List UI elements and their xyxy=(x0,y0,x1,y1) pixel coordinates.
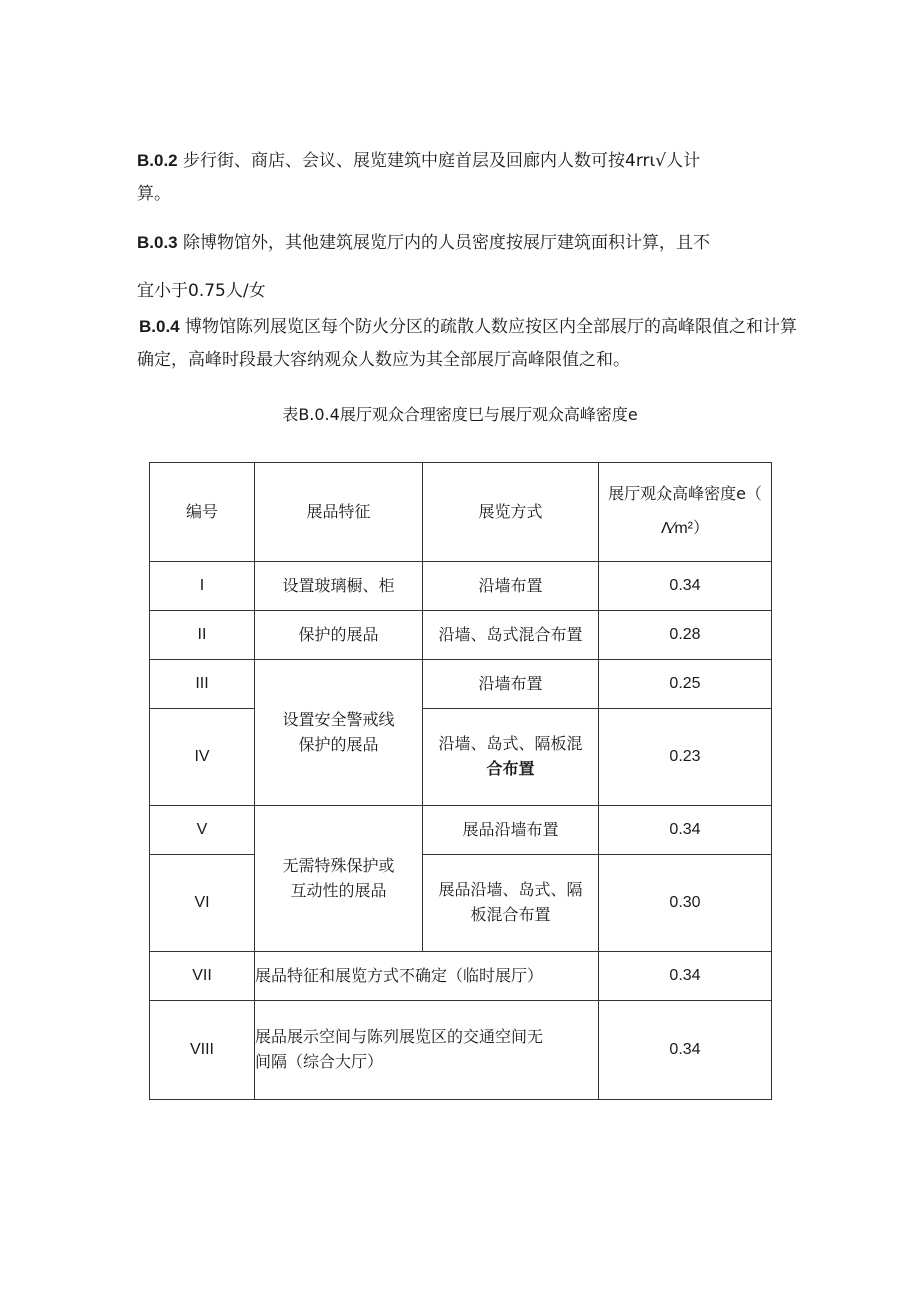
table-header-row xyxy=(150,463,772,562)
paragraph-b04-continued xyxy=(137,352,630,369)
feature-line: 无需特殊保护或 xyxy=(282,855,395,875)
header-feature: 展品特征 xyxy=(255,463,423,562)
row-no: II xyxy=(150,611,255,660)
header-no: 编号 xyxy=(150,463,255,562)
row-mode xyxy=(423,709,599,806)
table-row xyxy=(150,952,772,1001)
paragraph-b03 xyxy=(137,234,710,252)
row-mode: 沿墙、岛式混合布置 xyxy=(423,611,599,660)
paragraph-text: 除博物馆外，其他建筑展览厅内的人员密度按展厅建筑面积计算，且不 xyxy=(183,233,711,253)
mode-line: 合布置 xyxy=(486,759,535,778)
row-density: 0.28 xyxy=(599,611,772,660)
header-mode: 展览方式 xyxy=(423,463,599,562)
row-feature xyxy=(255,806,423,952)
table-row xyxy=(150,562,772,611)
row-no: III xyxy=(150,660,255,709)
row-density: 0.30 xyxy=(599,855,772,952)
row-density: 0.34 xyxy=(599,1001,772,1100)
row-no: VIII xyxy=(150,1001,255,1100)
row-feature xyxy=(255,660,423,806)
mode-line: 板混合布置 xyxy=(470,905,551,924)
table-row xyxy=(150,660,772,709)
row-density: 0.25 xyxy=(599,660,772,709)
density-table xyxy=(149,462,772,1100)
paragraph-b02-continued xyxy=(137,186,171,203)
feature-line: 互动性的展品 xyxy=(290,880,387,900)
row-no: V xyxy=(150,806,255,855)
row-no: IV xyxy=(150,709,255,806)
row-mode: 展品沿墙布置 xyxy=(423,806,599,855)
header-density-unit: Λ∕m²） xyxy=(660,520,710,537)
clause-number: B.0.2 xyxy=(137,151,178,170)
row-mode: 沿墙布置 xyxy=(423,660,599,709)
clause-number: B.0.4 xyxy=(139,317,180,336)
table-row xyxy=(150,611,772,660)
row-no: I xyxy=(150,562,255,611)
paragraph-b03-continued xyxy=(137,283,266,300)
header-density xyxy=(599,463,772,562)
row-density: 0.23 xyxy=(599,709,772,806)
row-combined: 展品特征和展览方式不确定（临时展厅） xyxy=(255,952,599,1001)
feature-line: 设置安全警戒线 xyxy=(282,709,395,729)
paragraph-text: 宜小于0.75人/女 xyxy=(137,281,266,301)
row-density: 0.34 xyxy=(599,806,772,855)
combined-line: 展品展示空间与陈列展览区的交通空间无 xyxy=(255,1027,544,1047)
row-feature: 保护的展品 xyxy=(255,611,423,660)
paragraph-b04 xyxy=(139,318,797,336)
paragraph-text: 算。 xyxy=(137,184,171,204)
row-mode xyxy=(423,855,599,952)
mode-line: 展品沿墙、岛式、隔 xyxy=(438,880,583,900)
mode-line: 沿墙、岛式、隔板混 xyxy=(438,734,583,754)
table-row xyxy=(150,806,772,855)
row-density: 0.34 xyxy=(599,562,772,611)
table-row xyxy=(150,709,772,806)
feature-line: 保护的展品 xyxy=(298,734,379,754)
row-feature: 设置玻璃橱、柜 xyxy=(255,562,423,611)
table-row xyxy=(150,855,772,952)
combined-line: 间隔（综合大厅） xyxy=(255,1052,384,1071)
paragraph-text: 确定，高峰时段最大容纳观众人数应为其全部展厅高峰限值之和。 xyxy=(137,350,630,370)
row-no: VI xyxy=(150,855,255,952)
header-density-label: 展厅观众高峰密度e（ xyxy=(608,484,762,504)
paragraph-b02 xyxy=(137,152,700,170)
row-combined xyxy=(255,1001,599,1100)
paragraph-text: 博物馆陈列展览区每个防火分区的疏散人数应按区内全部展厅的高峰限值之和计算 xyxy=(185,317,798,337)
row-density: 0.34 xyxy=(599,952,772,1001)
row-mode: 沿墙布置 xyxy=(423,562,599,611)
clause-number: B.0.3 xyxy=(137,233,178,252)
paragraph-text: 步行街、商店、会议、展览建筑中庭首层及回廊内人数可按4rrι√人计 xyxy=(183,151,701,171)
table-row xyxy=(150,1001,772,1100)
table-caption: 表B.0.4展厅观众合理密度巳与展厅观众高峰密度e xyxy=(282,405,638,424)
row-no: VII xyxy=(150,952,255,1001)
